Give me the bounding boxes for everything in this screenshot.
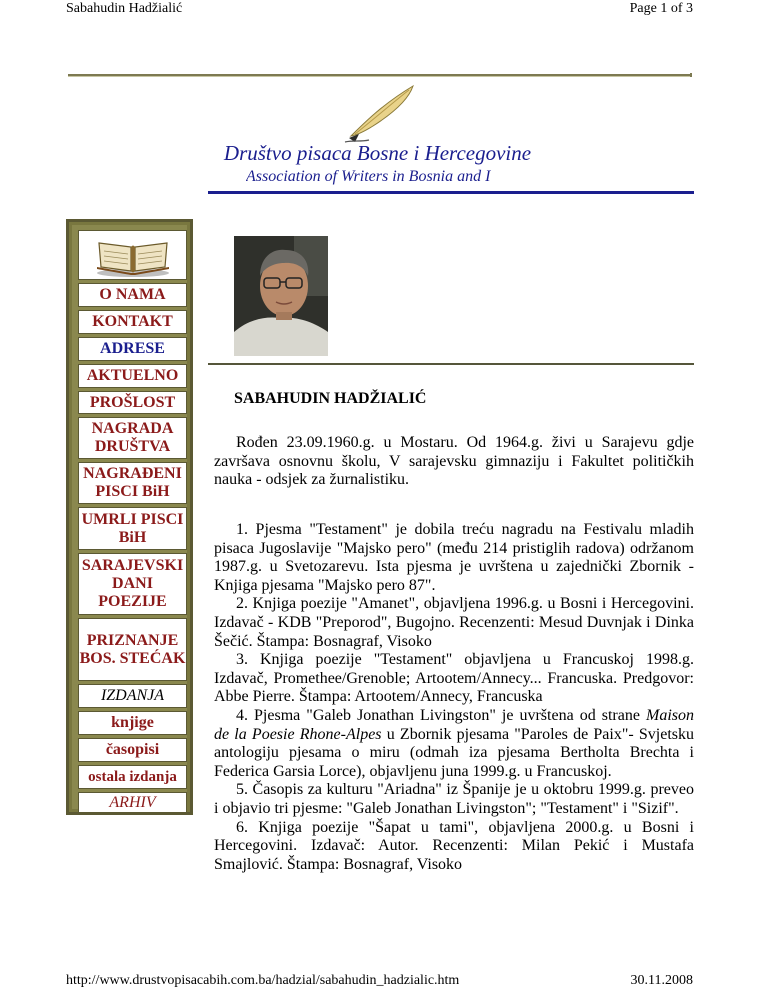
content-divider	[208, 363, 694, 365]
works-list	[214, 521, 694, 874]
nav-item-o-nama[interactable]: O NAMA	[78, 283, 187, 307]
nav-item-sarajevski-dani-poezije[interactable]: SARAJEVSKI DANI POEZIJE	[78, 553, 187, 615]
header-divider	[68, 74, 690, 77]
author-name: SABAHUDIN HADŽIALIĆ	[234, 390, 427, 407]
author-photo	[234, 236, 328, 356]
bio-paragraph: Rođen 23.09.1960.g. u Mostaru. Od 1964.g. živi u Sarajevu gdje završava osnovnu školu, V sarajevsku gimnaziju i Fakultet političkih nauka - odsjek za žurnalistiku.	[214, 434, 694, 489]
nav-item-umrli-pisci[interactable]: UMRLI PISCI BiH	[78, 507, 187, 550]
nav-item-ostala-izdanja[interactable]: ostala izdanja	[78, 765, 187, 789]
nav-item-nagrada-drustva[interactable]: NAGRADA DRUŠTVA	[78, 417, 187, 459]
publisher-name: Maison de la Poesie Rhone-Alpes	[214, 706, 694, 743]
side-navigation	[66, 219, 193, 815]
list-item-text: 4. Pjesma "Galeb Jonathan Livingston" je uvrštena od strane	[236, 706, 646, 724]
list-item: 1. Pjesma "Testament" je dobila treću nagradu na Festivalu mladih pisaca Jugoslavije "Majsko pero" (među 214 pristiglih radova) održanom 1987.g. u Svetozarevu. Ista pjesma je uvrštena u zajednički Zbornik - Knjiga pjesama "Majsko pero 87".	[214, 521, 694, 594]
print-footer-date: 30.11.2008	[630, 973, 693, 988]
list-item: 6. Knjiga poezije "Šapat u tami", objavljena 2000.g. u Bosni i Hercegovini. Izdavač: Autor. Recenzenti: Milan Pekić i Mustafa Smajlović. Štampa: Bosnagraf, Visoko	[214, 818, 694, 873]
site-title: Društvo pisaca Bosne i Hercegovine	[223, 141, 532, 165]
print-page-number: Page 1 of 3	[629, 1, 693, 16]
nav-item-adrese[interactable]: ADRESE	[78, 337, 187, 361]
list-item	[214, 707, 694, 781]
author-biography	[214, 434, 694, 490]
author-portrait-image	[234, 236, 328, 356]
header-divider-end	[690, 73, 692, 77]
nav-item-proslost[interactable]: PROŠLOST	[78, 391, 187, 414]
nav-item-aktuelno[interactable]: AKTUELNO	[78, 364, 187, 388]
nav-item-izdanja[interactable]: IZDANJA	[78, 684, 187, 708]
nav-item-kontakt[interactable]: KONTAKT	[78, 310, 187, 334]
title-divider	[208, 191, 694, 194]
list-item-text: u Zbornik pjesama "Paroles de Paix"- Svjetsku antologiju pjesama o miru (odmah iza pjesama Bertholta Brechta i Federica Garsia Lorce), objavljenu juna 1999.g. u Francuskoj.	[214, 725, 695, 780]
nav-item-knjige[interactable]: knjige	[78, 711, 187, 735]
site-subtitle: Association of Writers in Bosnia and I	[246, 168, 491, 185]
print-footer-url: http://www.drustvopisacabih.com.ba/hadzial/sabahudin_hadzialic.htm	[66, 973, 460, 988]
list-item: 5. Časopis za kulturu "Ariadna" iz Španije je u oktobru 1999.g. preveo i objavio tri pjesme: "Galeb Jonathan Livingston"; "Testament" i "Sizif".	[214, 781, 694, 817]
nav-item-casopisi[interactable]: časopisi	[78, 738, 187, 762]
nav-item-nagradeni-pisci[interactable]: NAGRAĐENI PISCI BiH	[78, 462, 187, 504]
open-book-icon	[79, 231, 186, 279]
side-navigation-panel	[72, 225, 187, 809]
list-item: 2. Knjiga poezije "Amanet", objavljena 1996.g. u Bosni i Hercegovini. Izdavač - KDB "Preporod", Bugojno. Recenzenti: Mesud Duvnjak i Dinka Šečić. Štampa: Bosnagraf, Visoko	[214, 595, 694, 650]
print-header-title: Sabahudin Hadžialić	[66, 1, 183, 16]
quill-pen-icon	[343, 82, 419, 144]
book-logo	[78, 230, 187, 280]
nav-item-priznanje-bos-stecak[interactable]: PRIZNANJE BOS. STEĆAK	[78, 618, 187, 681]
nav-item-arhiv[interactable]: ARHIV	[78, 792, 187, 813]
list-item: 3. Knjiga poezije "Testament" objavljena u Francuskoj 1998.g. Izdavač, Promethee/Grenoble; Artootem/Annecy... Francuska. Predgovor: Abbe Pierre. Štampa: Artootem/Annecy, Francuska	[214, 651, 694, 706]
